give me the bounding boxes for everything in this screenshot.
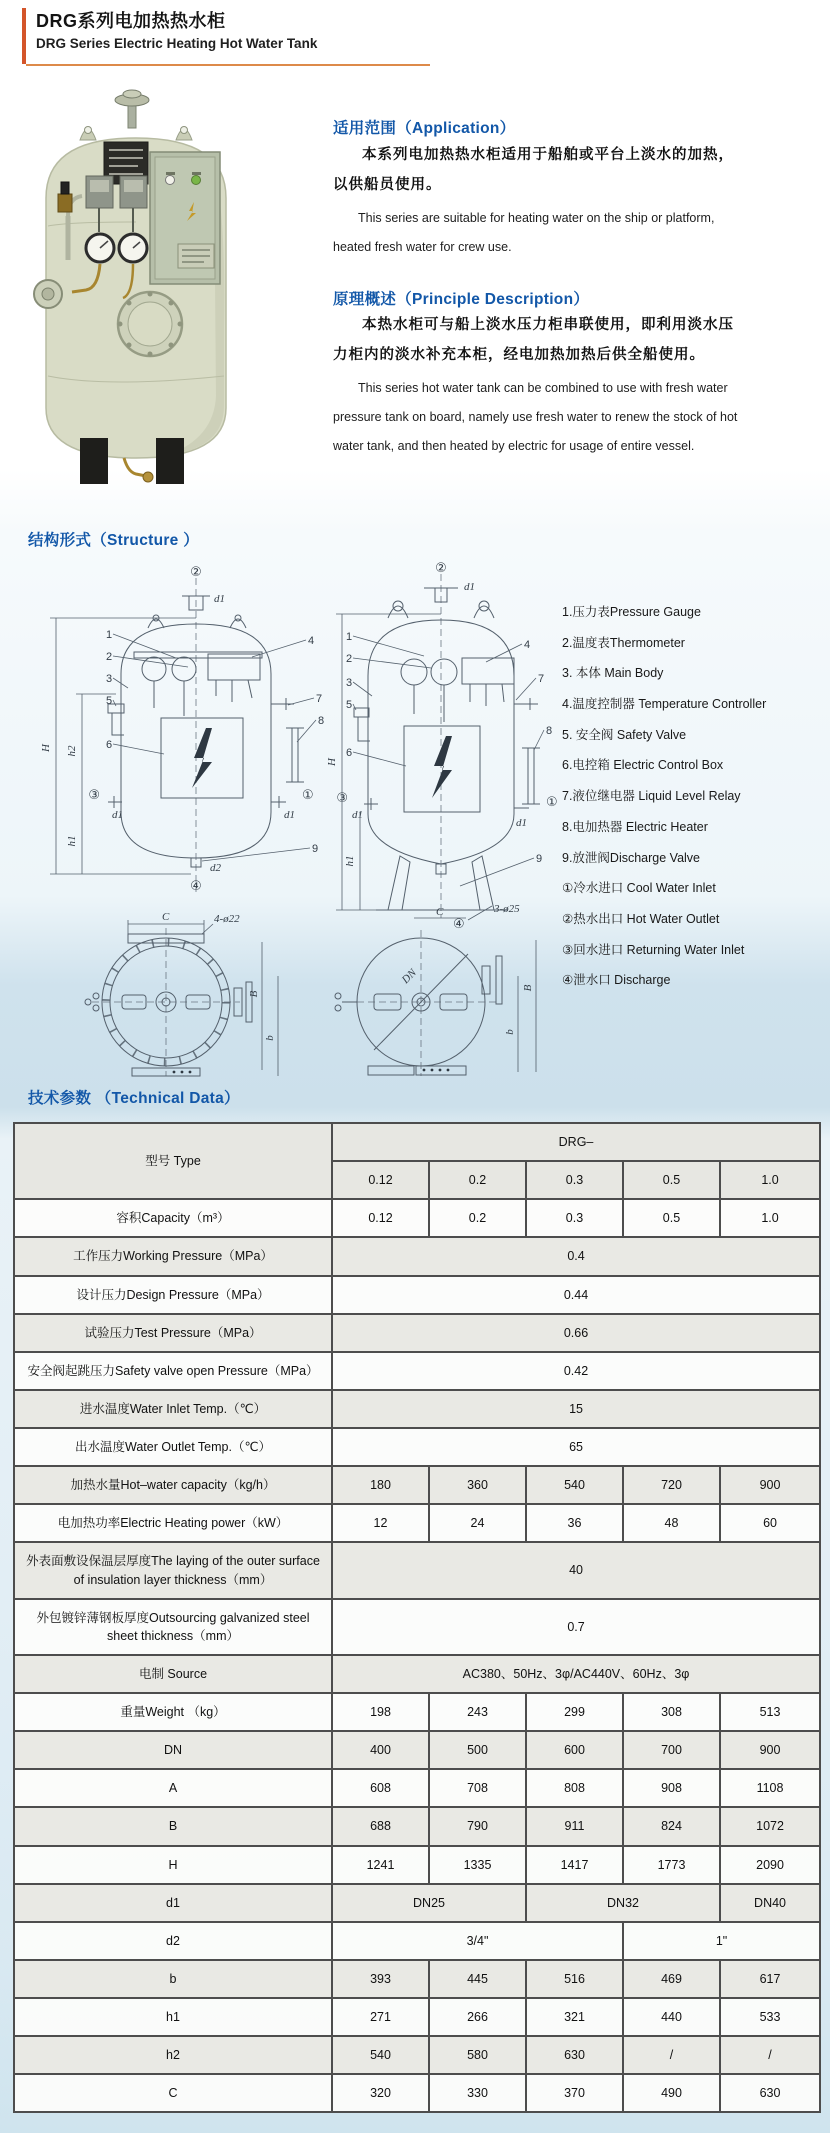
page-title-cn: DRG系列电加热热水柜 xyxy=(36,11,226,31)
elevation-drawing-left xyxy=(40,565,324,894)
dim-B-label: B xyxy=(248,990,260,998)
principle-text-en-line: water tank, and then heated by electric for usage of entire vessel. xyxy=(333,439,695,453)
table-cell: 2090 xyxy=(720,1846,820,1884)
callout-4: 4 xyxy=(524,639,531,651)
table-cell: AC380、50Hz、3φ/AC440V、60Hz、3φ xyxy=(332,1655,820,1693)
table-row xyxy=(14,1199,820,1237)
table-row xyxy=(14,1731,820,1769)
table-row xyxy=(14,1655,820,1693)
table-cell: 0.12 xyxy=(332,1199,429,1237)
table-cell: 15 xyxy=(332,1390,820,1428)
dim-b-label: b xyxy=(264,1035,276,1041)
port4-marker: ④ xyxy=(190,879,202,894)
callout-3: 3 xyxy=(106,673,113,685)
table-cell: 0.3 xyxy=(526,1199,623,1237)
dim-d1-label: d1 xyxy=(464,581,475,593)
table-row xyxy=(14,1237,820,1275)
table-cell: 630 xyxy=(720,2074,820,2112)
table-cell: 198 xyxy=(332,1693,429,1731)
table-cell: 1335 xyxy=(429,1846,526,1884)
table-row xyxy=(14,1504,820,1542)
table-cell: / xyxy=(720,2036,820,2074)
table-row xyxy=(14,1769,820,1807)
technical-heading: 技术参数 （Technical Data） xyxy=(28,1090,240,1107)
table-cell: 608 xyxy=(332,1769,429,1807)
table-cell: 440 xyxy=(623,1998,720,2036)
table-row xyxy=(14,2074,820,2112)
size-header-cell: 0.3 xyxy=(526,1161,623,1199)
row-label-cell: H xyxy=(14,1846,332,1884)
callout-8: 8 xyxy=(546,725,553,737)
parts-list-line: 8.电加热器 Electric Heater xyxy=(562,819,708,834)
table-cell: 12 xyxy=(332,1504,429,1542)
principle-text-en-line: pressure tank on board, namely use fresh water to renew the stock of hot xyxy=(333,410,738,424)
principle-text-cn xyxy=(333,310,825,370)
table-cell: / xyxy=(623,2036,720,2074)
application-text-en-line: heated fresh water for crew use. xyxy=(333,240,512,254)
size-header-cell: 0.5 xyxy=(623,1161,720,1199)
table-cell: DN40 xyxy=(720,1884,820,1922)
type-header-cell: 型号 Type xyxy=(14,1123,332,1199)
table-cell: 900 xyxy=(720,1466,820,1504)
parts-list-line: 7.液位继电器 Liquid Level Relay xyxy=(562,789,741,804)
title-underline xyxy=(26,64,430,66)
structure-heading: 结构形式（Structure ） xyxy=(28,532,200,549)
product-photo xyxy=(28,76,244,490)
table-cell: 0.7 xyxy=(332,1599,820,1655)
callout-2: 2 xyxy=(346,653,353,665)
callout-8: 8 xyxy=(318,715,325,727)
principle-text-cn-line: 本热水柜可与船上淡水压力柜串联使用，即利用淡水压 xyxy=(362,317,734,333)
dim-d1-label: d1 xyxy=(112,809,123,821)
callout-1: 1 xyxy=(346,631,353,643)
bolt4-label: 4-ø22 xyxy=(214,913,240,925)
application-text-cn-line: 以供船员使用。 xyxy=(333,177,442,193)
application-text-cn xyxy=(333,140,825,200)
principle-heading: 原理概述（Principle Description） xyxy=(333,291,590,308)
parts-list-line: ②热水出口 Hot Water Outlet xyxy=(562,911,720,926)
table-row xyxy=(14,1846,820,1884)
parts-list-line: 3. 本体 Main Body xyxy=(562,666,664,681)
table-cell: 1773 xyxy=(623,1846,720,1884)
row-label-cell: 进水温度Water Inlet Temp.（℃） xyxy=(14,1390,332,1428)
callout-7: 7 xyxy=(538,673,545,685)
table-cell: 908 xyxy=(623,1769,720,1807)
principle-text-en-line: This series hot water tank can be combined to use with fresh water xyxy=(358,381,728,395)
port2-marker: ② xyxy=(435,561,447,576)
table-row xyxy=(14,1352,820,1390)
application-text-cn-line: 本系列电加热热水柜适用于船舶或平台上淡水的加热， xyxy=(362,147,734,163)
title-block xyxy=(22,7,432,51)
dim-d2-label: d2 xyxy=(210,862,221,874)
row-label-cell: h1 xyxy=(14,1998,332,2036)
table-cell: 180 xyxy=(332,1466,429,1504)
table-cell: 533 xyxy=(720,1998,820,2036)
port1-marker: ① xyxy=(546,795,558,810)
port3-marker: ③ xyxy=(336,791,348,806)
table-row xyxy=(14,1960,820,1998)
row-label-cell: 出水温度Water Outlet Temp.（℃） xyxy=(14,1428,332,1466)
row-label-cell: 设计压力Design Pressure（MPa） xyxy=(14,1276,332,1314)
table-cell: 469 xyxy=(623,1960,720,1998)
table-cell: 0.2 xyxy=(429,1199,526,1237)
dim-B-label: B xyxy=(522,984,534,992)
technical-table-wrap xyxy=(13,1122,819,2113)
table-cell: 911 xyxy=(526,1807,623,1845)
table-cell: 720 xyxy=(623,1466,720,1504)
structure-drawings xyxy=(16,556,564,1080)
dim-h2-label: h2 xyxy=(66,745,78,757)
row-label-cell: 容积Capacity（m³） xyxy=(14,1199,332,1237)
table-cell: 3/4" xyxy=(332,1922,623,1960)
table-cell: 400 xyxy=(332,1731,429,1769)
row-label-cell: 加热水量Hot–water capacity（kg/h） xyxy=(14,1466,332,1504)
table-cell: DN32 xyxy=(526,1884,720,1922)
row-label-cell: d2 xyxy=(14,1922,332,1960)
table-row xyxy=(14,1428,820,1466)
table-cell: 0.44 xyxy=(332,1276,820,1314)
table-cell: 708 xyxy=(429,1769,526,1807)
port2-marker: ② xyxy=(190,565,202,580)
callout-1: 1 xyxy=(106,629,113,641)
dim-H-label: H xyxy=(326,758,338,766)
table-cell: 600 xyxy=(526,1731,623,1769)
table-header-row xyxy=(14,1123,820,1161)
table-row xyxy=(14,1693,820,1731)
series-header-cell: DRG– xyxy=(332,1123,820,1161)
dim-d1-label: d1 xyxy=(214,593,225,605)
table-cell: 1417 xyxy=(526,1846,623,1884)
table-row xyxy=(14,1998,820,2036)
callout-5: 5 xyxy=(106,695,113,707)
dim-b-label: b xyxy=(504,1029,516,1035)
parts-list-line: 1.压力表Pressure Gauge xyxy=(562,605,701,619)
table-cell: 24 xyxy=(429,1504,526,1542)
parts-list-line: 2.温度表Thermometer xyxy=(562,635,685,650)
table-cell: 540 xyxy=(526,1466,623,1504)
table-cell: 48 xyxy=(623,1504,720,1542)
table-row xyxy=(14,1807,820,1845)
bolt3-label: 3-ø25 xyxy=(494,903,520,915)
size-header-cell: 0.12 xyxy=(332,1161,429,1199)
callout-9: 9 xyxy=(312,843,319,855)
principle-text-cn-line: 力柜内的淡水补充本柜，经电加热加热后供全船使用。 xyxy=(333,347,705,363)
row-label-cell: 电加热功率Electric Heating power（kW） xyxy=(14,1504,332,1542)
row-label-cell: A xyxy=(14,1769,332,1807)
port3-marker: ③ xyxy=(88,788,100,803)
callout-9: 9 xyxy=(536,853,543,865)
table-cell: 320 xyxy=(332,2074,429,2112)
table-cell: 900 xyxy=(720,1731,820,1769)
dim-d1-label: d1 xyxy=(516,817,527,829)
row-label-cell: 安全阀起跳压力Safety valve open Pressure（MPa） xyxy=(14,1352,332,1390)
table-row xyxy=(14,2036,820,2074)
row-label-cell: d1 xyxy=(14,1884,332,1922)
dim-h1-label: h1 xyxy=(344,855,356,867)
table-cell: 308 xyxy=(623,1693,720,1731)
application-heading: 适用范围（Application） xyxy=(333,120,516,137)
principle-text-en xyxy=(333,374,825,461)
row-label-cell: h2 xyxy=(14,2036,332,2074)
size-header-cell: 0.2 xyxy=(429,1161,526,1199)
table-row xyxy=(14,1466,820,1504)
port1-marker: ① xyxy=(302,788,314,803)
row-label-cell: b xyxy=(14,1960,332,1998)
table-cell: 266 xyxy=(429,1998,526,2036)
table-cell: 1241 xyxy=(332,1846,429,1884)
table-cell: 824 xyxy=(623,1807,720,1845)
table-cell: 321 xyxy=(526,1998,623,2036)
title-accent-bar xyxy=(22,8,26,64)
dim-C-label: C xyxy=(162,911,170,923)
parts-list-line: ④泄水口 Discharge xyxy=(562,973,671,988)
table-cell: 516 xyxy=(526,1960,623,1998)
dim-d1-label: d1 xyxy=(352,809,363,821)
table-cell: 40 xyxy=(332,1542,820,1598)
row-label-cell: 试验压力Test Pressure（MPa） xyxy=(14,1314,332,1352)
table-cell: DN25 xyxy=(332,1884,526,1922)
plan-drawing-left xyxy=(85,911,278,1076)
parts-list-line: ③回水进口 Returning Water Inlet xyxy=(562,942,745,957)
row-label-cell: 重量Weight （kg） xyxy=(14,1693,332,1731)
table-cell: 299 xyxy=(526,1693,623,1731)
dim-C-label: C xyxy=(436,906,444,918)
table-row xyxy=(14,1390,820,1428)
row-label-cell: B xyxy=(14,1807,332,1845)
table-cell: 370 xyxy=(526,2074,623,2112)
row-label-cell: DN xyxy=(14,1731,332,1769)
table-cell: 330 xyxy=(429,2074,526,2112)
row-label-cell: 外表面敷设保温层厚度The laying of the outer surface of insulation layer thickness（mm） xyxy=(14,1542,332,1598)
application-text-en-line: This series are suitable for heating water on the ship or platform, xyxy=(358,211,715,225)
technical-table xyxy=(13,1122,821,2113)
dim-H-label: H xyxy=(40,744,52,752)
parts-list-line: ①冷水进口 Cool Water Inlet xyxy=(562,881,716,896)
table-cell: 1.0 xyxy=(720,1199,820,1237)
table-cell: 36 xyxy=(526,1504,623,1542)
dim-d1-label: d1 xyxy=(284,809,295,821)
page-title-en: DRG Series Electric Heating Hot Water Tank xyxy=(36,36,318,51)
row-label-cell: C xyxy=(14,2074,332,2112)
table-cell: 1" xyxy=(623,1922,820,1960)
callout-3: 3 xyxy=(346,677,353,689)
table-cell: 65 xyxy=(332,1428,820,1466)
dim-DN-label: DN xyxy=(399,966,419,987)
row-label-cell: 工作压力Working Pressure（MPa） xyxy=(14,1237,332,1275)
parts-list xyxy=(562,604,830,1003)
table-cell: 630 xyxy=(526,2036,623,2074)
row-label-cell: 电制 Source xyxy=(14,1655,332,1693)
table-cell: 513 xyxy=(720,1693,820,1731)
table-row xyxy=(14,1922,820,1960)
callout-7: 7 xyxy=(316,693,323,705)
table-row xyxy=(14,1314,820,1352)
application-text-en xyxy=(333,204,825,262)
callout-6: 6 xyxy=(346,747,353,759)
table-cell: 0.5 xyxy=(623,1199,720,1237)
table-cell: 617 xyxy=(720,1960,820,1998)
table-row xyxy=(14,1599,820,1655)
callout-2: 2 xyxy=(106,651,113,663)
table-cell: 360 xyxy=(429,1466,526,1504)
table-cell: 790 xyxy=(429,1807,526,1845)
table-cell: 688 xyxy=(332,1807,429,1845)
table-cell: 1072 xyxy=(720,1807,820,1845)
callout-5: 5 xyxy=(346,699,353,711)
table-cell: 445 xyxy=(429,1960,526,1998)
table-cell: 271 xyxy=(332,1998,429,2036)
parts-list-line: 9.放泄阀Discharge Valve xyxy=(562,850,701,865)
table-cell: 0.66 xyxy=(332,1314,820,1352)
table-row xyxy=(14,1542,820,1598)
parts-list-line: 4.温度控制器 Temperature Controller xyxy=(562,697,767,712)
table-cell: 580 xyxy=(429,2036,526,2074)
callout-4: 4 xyxy=(308,635,315,647)
table-row xyxy=(14,1884,820,1922)
table-cell: 490 xyxy=(623,2074,720,2112)
table-cell: 243 xyxy=(429,1693,526,1731)
callout-6: 6 xyxy=(106,739,113,751)
table-cell: 540 xyxy=(332,2036,429,2074)
table-cell: 1108 xyxy=(720,1769,820,1807)
size-header-cell: 1.0 xyxy=(720,1161,820,1199)
port4-marker: ④ xyxy=(453,917,465,932)
table-cell: 808 xyxy=(526,1769,623,1807)
parts-list-line: 6.电控箱 Electric Control Box xyxy=(562,758,724,773)
parts-list-line: 5. 安全阀 Safety Valve xyxy=(562,727,687,742)
table-cell: 500 xyxy=(429,1731,526,1769)
table-cell: 0.42 xyxy=(332,1352,820,1390)
table-cell: 60 xyxy=(720,1504,820,1542)
table-cell: 393 xyxy=(332,1960,429,1998)
plan-drawing-right xyxy=(335,930,536,1076)
dim-h1-label: h1 xyxy=(66,835,78,847)
table-row xyxy=(14,1276,820,1314)
table-cell: 700 xyxy=(623,1731,720,1769)
elevation-drawing-right xyxy=(326,561,558,932)
row-label-cell: 外包镀锌薄钢板厚度Outsourcing galvanized steel sheet thickness（mm） xyxy=(14,1599,332,1655)
table-cell: 0.4 xyxy=(332,1237,820,1275)
